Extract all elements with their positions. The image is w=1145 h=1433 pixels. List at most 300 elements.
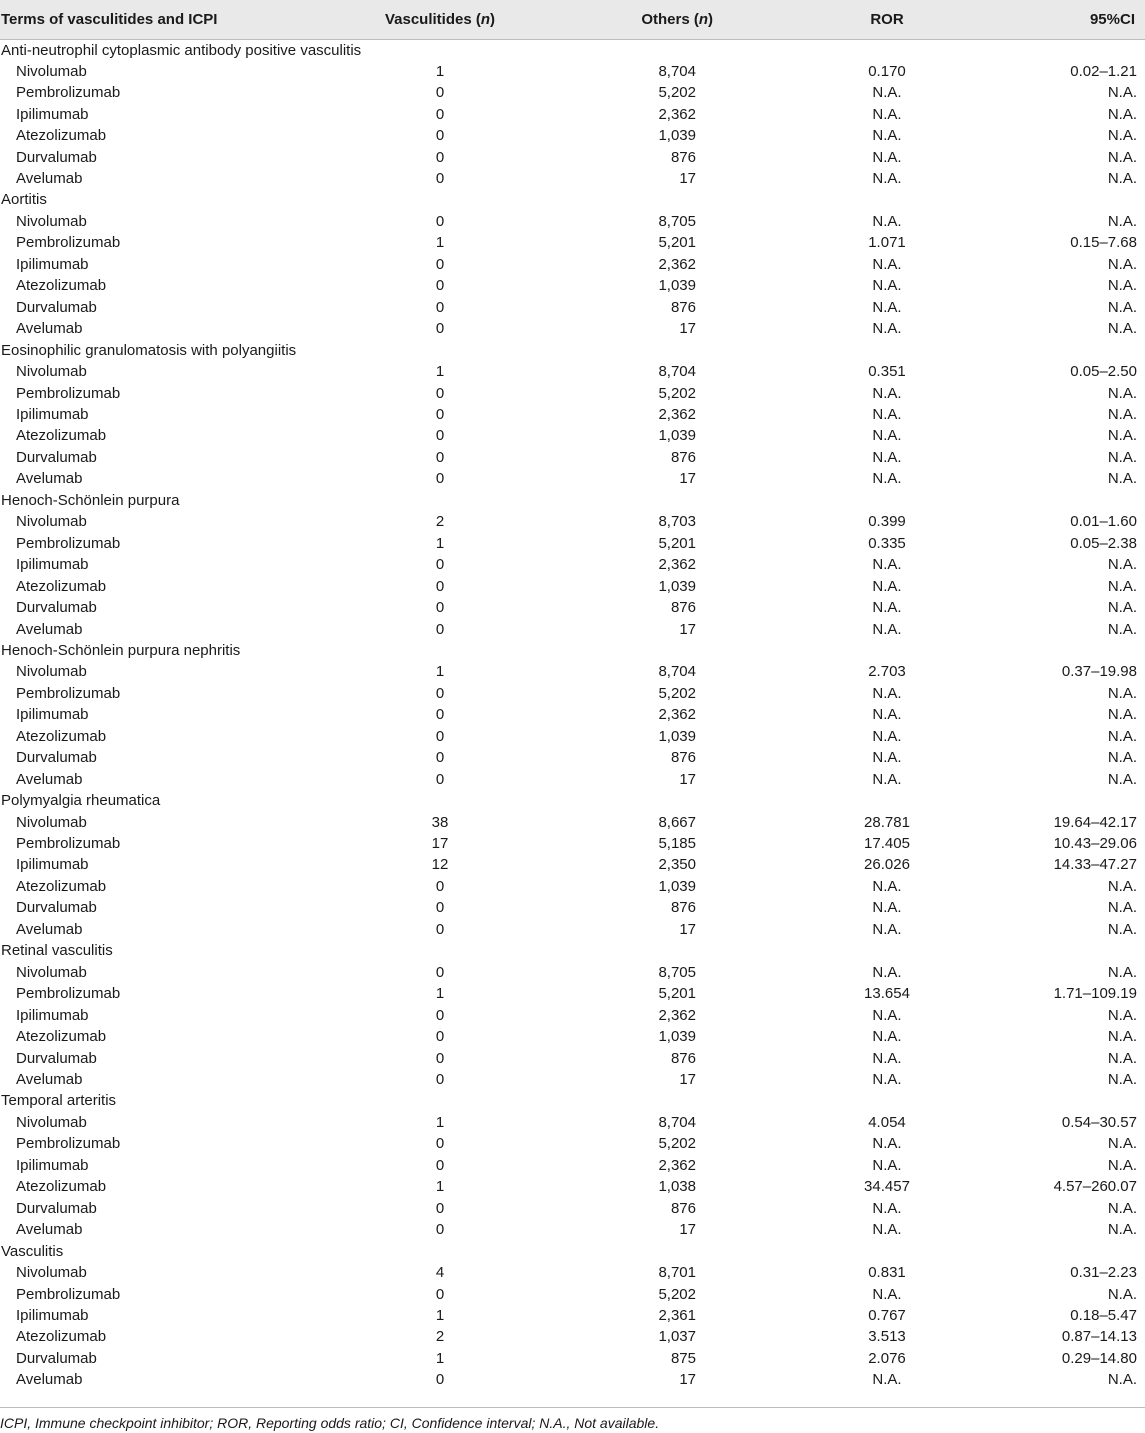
vasculitides-count-cell: 38 <box>431 813 449 831</box>
others-count-cell: 875 <box>670 1349 696 1367</box>
others-count-cell: 5,185 <box>658 835 696 853</box>
table-row <box>0 1047 1145 1068</box>
vasculitides-count-cell: 1 <box>435 534 445 552</box>
vasculitides-count-cell: 0 <box>435 706 445 724</box>
drug-name-cell: Atezolizumab <box>16 277 107 295</box>
ror-cell: 2.703 <box>868 663 906 681</box>
drug-name-cell: Avelumab <box>16 320 83 338</box>
others-count-cell: 2,362 <box>658 255 696 273</box>
ror-cell: 34.457 <box>864 1178 910 1196</box>
table-footnote: ICPI, Immune checkpoint inhibitor; ROR, Reporting odds ratio; CI, Confidence interval; N.A., Not available. <box>0 1415 660 1431</box>
drug-name-cell: Nivolumab <box>16 513 87 531</box>
ror-cell: 2.076 <box>868 1349 906 1367</box>
ror-cell: 0.399 <box>868 513 906 531</box>
vasculitides-count-cell: 0 <box>435 384 445 402</box>
ci-cell: N.A. <box>1107 470 1137 488</box>
group-term-cell: Henoch-Schönlein purpura <box>1 491 180 509</box>
ror-cell: N.A. <box>872 1049 902 1067</box>
drug-name-cell: Durvalumab <box>16 1349 97 1367</box>
drug-name-cell: Durvalumab <box>16 1049 97 1067</box>
ci-cell: N.A. <box>1107 899 1137 917</box>
others-count-cell: 876 <box>670 899 696 917</box>
table-row <box>0 1283 1145 1304</box>
drug-name-cell: Atezolizumab <box>16 1178 107 1196</box>
header-row <box>0 0 1145 39</box>
others-count-cell: 17 <box>679 620 696 638</box>
ci-cell: N.A. <box>1107 148 1137 166</box>
table-row <box>0 361 1145 382</box>
vasculitides-count-cell: 0 <box>435 1006 445 1024</box>
table-row <box>0 468 1145 489</box>
ci-cell: 0.01–1.60 <box>1070 513 1137 531</box>
vasculitides-count-cell: 0 <box>435 963 445 981</box>
ror-cell: 0.335 <box>868 534 906 552</box>
ror-cell: N.A. <box>872 405 902 423</box>
group-term-cell: Eosinophilic granulomatosis with polyangiitis <box>1 341 297 359</box>
table-row <box>0 125 1145 146</box>
ci-cell: N.A. <box>1107 105 1137 123</box>
vasculitides-count-cell: 1 <box>435 985 445 1003</box>
vasculitides-count-cell: 4 <box>435 1264 445 1282</box>
table-row <box>0 1326 1145 1347</box>
vasculitides-count-cell: 2 <box>435 1328 445 1346</box>
ci-cell: 0.87–14.13 <box>1061 1328 1137 1346</box>
vasculitides-count-cell: 0 <box>435 1156 445 1174</box>
drug-name-cell: Pembrolizumab <box>16 84 121 102</box>
others-count-cell: 5,202 <box>658 684 696 702</box>
drug-name-cell: Atezolizumab <box>16 727 107 745</box>
vasculitides-count-cell: 0 <box>435 899 445 917</box>
ci-cell: N.A. <box>1107 277 1137 295</box>
table-row <box>0 1198 1145 1219</box>
drug-name-cell: Pembrolizumab <box>16 1285 121 1303</box>
vasculitides-count-cell: 1 <box>435 1349 445 1367</box>
table-row <box>0 854 1145 875</box>
ror-cell: N.A. <box>872 320 902 338</box>
group-row <box>0 189 1145 210</box>
header-ci: 95%CI <box>1007 0 1145 39</box>
others-count-cell: 8,704 <box>658 663 696 681</box>
ror-cell: N.A. <box>872 127 902 145</box>
vasculitides-count-cell: 0 <box>435 169 445 187</box>
others-count-cell: 2,362 <box>658 1156 696 1174</box>
table-row <box>0 575 1145 596</box>
table-row <box>0 747 1145 768</box>
vasculitides-count-cell: 0 <box>435 84 445 102</box>
others-count-cell: 2,362 <box>658 706 696 724</box>
vasculitides-count-cell: 0 <box>435 1371 445 1389</box>
drug-name-cell: Avelumab <box>16 169 83 187</box>
vasculitides-count-cell: 1 <box>435 1307 445 1324</box>
vasculitides-count-cell: 12 <box>431 856 449 874</box>
vasculitides-count-cell: 0 <box>435 105 445 123</box>
ci-cell: N.A. <box>1107 405 1137 423</box>
group-term-cell: Aortitis <box>1 191 47 209</box>
ror-cell: 0.351 <box>868 363 906 381</box>
ci-cell: N.A. <box>1107 877 1137 895</box>
ror-cell: N.A. <box>872 556 902 574</box>
ci-cell: N.A. <box>1107 684 1137 702</box>
others-count-cell: 8,703 <box>658 513 696 531</box>
ror-cell: 13.654 <box>864 985 910 1003</box>
drug-name-cell: Ipilimumab <box>16 255 89 273</box>
ci-cell: N.A. <box>1107 1285 1137 1303</box>
others-count-cell: 876 <box>670 448 696 466</box>
drug-name-cell: Nivolumab <box>16 963 87 981</box>
vasculitides-count-cell: 0 <box>435 877 445 895</box>
ci-cell: N.A. <box>1107 212 1137 230</box>
vasculitides-count-cell: 0 <box>435 127 445 145</box>
vasculitides-count-cell: 0 <box>435 405 445 423</box>
vasculitides-count-cell: 0 <box>435 727 445 745</box>
table-row <box>0 1176 1145 1197</box>
vasculitides-count-cell: 17 <box>431 835 449 853</box>
vasculitides-count-cell: 0 <box>435 448 445 466</box>
group-row <box>0 39 1145 61</box>
table-row <box>0 919 1145 940</box>
ror-cell: N.A. <box>872 620 902 638</box>
others-count-cell: 1,039 <box>658 877 696 895</box>
ci-cell: N.A. <box>1107 556 1137 574</box>
vasculitides-count-cell: 1 <box>435 234 445 252</box>
ci-cell: N.A. <box>1107 1156 1137 1174</box>
group-row <box>0 339 1145 360</box>
drug-name-cell: Atezolizumab <box>16 577 107 595</box>
ror-cell: N.A. <box>872 277 902 295</box>
ror-cell: N.A. <box>872 899 902 917</box>
others-count-cell: 5,202 <box>658 384 696 402</box>
ror-cell: N.A. <box>872 727 902 745</box>
drug-name-cell: Ipilimumab <box>16 1156 89 1174</box>
others-count-cell: 17 <box>679 1371 696 1389</box>
table-row <box>0 661 1145 682</box>
ror-cell: N.A. <box>872 148 902 166</box>
table-bottom-rule <box>0 1407 1145 1408</box>
drug-name-cell: Nivolumab <box>16 212 87 230</box>
drug-name-cell: Avelumab <box>16 1371 83 1389</box>
ci-cell: N.A. <box>1107 1199 1137 1217</box>
ci-cell: N.A. <box>1107 770 1137 788</box>
ror-cell: 4.054 <box>868 1113 906 1131</box>
others-count-cell: 876 <box>670 1199 696 1217</box>
header-vasculitides: Vasculitides (n) <box>360 0 510 39</box>
ci-cell: N.A. <box>1107 84 1137 102</box>
others-count-cell: 2,361 <box>658 1307 696 1324</box>
table-row <box>0 618 1145 639</box>
others-count-cell: 5,202 <box>658 1135 696 1153</box>
ci-cell: 0.05–2.50 <box>1070 363 1137 381</box>
table-body <box>0 39 1145 1391</box>
ci-cell: N.A. <box>1107 706 1137 724</box>
drug-name-cell: Ipilimumab <box>16 105 89 123</box>
ci-cell: N.A. <box>1107 1028 1137 1046</box>
table-row <box>0 1305 1145 1326</box>
ror-cell: 3.513 <box>868 1328 906 1346</box>
others-count-cell: 8,704 <box>658 62 696 80</box>
ror-cell: N.A. <box>872 1221 902 1239</box>
vasculitides-count-cell: 0 <box>435 470 445 488</box>
others-count-cell: 1,037 <box>658 1328 696 1346</box>
drug-name-cell: Durvalumab <box>16 749 97 767</box>
vasculitides-count-cell: 0 <box>435 577 445 595</box>
others-count-cell: 2,362 <box>658 405 696 423</box>
table-row <box>0 511 1145 532</box>
vasculitides-count-cell: 0 <box>435 684 445 702</box>
ci-cell: N.A. <box>1107 298 1137 316</box>
table-row <box>0 168 1145 189</box>
ci-cell: N.A. <box>1107 577 1137 595</box>
ror-cell: 0.831 <box>868 1264 906 1282</box>
ror-cell: N.A. <box>872 877 902 895</box>
ror-cell: N.A. <box>872 599 902 617</box>
ci-cell: N.A. <box>1107 599 1137 617</box>
vasculitides-count-cell: 0 <box>435 770 445 788</box>
ror-cell: N.A. <box>872 963 902 981</box>
vasculitides-count-cell: 1 <box>435 62 445 80</box>
ci-cell: 4.57–260.07 <box>1053 1178 1137 1196</box>
table-row <box>0 597 1145 618</box>
group-term-cell: Anti-neutrophil cytoplasmic antibody positive vasculitis <box>1 41 362 59</box>
table-row <box>0 296 1145 317</box>
others-count-cell: 876 <box>670 1049 696 1067</box>
ci-cell: 0.31–2.23 <box>1070 1264 1137 1282</box>
others-count-cell: 1,039 <box>658 577 696 595</box>
drug-name-cell: Atezolizumab <box>16 127 107 145</box>
ror-cell: N.A. <box>872 298 902 316</box>
ror-cell: N.A. <box>872 1071 902 1089</box>
ror-cell: 1.071 <box>868 234 906 252</box>
vasculitides-count-cell: 0 <box>435 599 445 617</box>
drug-name-cell: Avelumab <box>16 620 83 638</box>
table-row <box>0 1219 1145 1240</box>
ci-cell: 0.02–1.21 <box>1070 62 1137 80</box>
drug-name-cell: Ipilimumab <box>16 706 89 724</box>
others-count-cell: 17 <box>679 770 696 788</box>
others-count-cell: 5,201 <box>658 985 696 1003</box>
table-row <box>0 983 1145 1004</box>
others-count-cell: 17 <box>679 470 696 488</box>
drug-name-cell: Ipilimumab <box>16 856 89 874</box>
others-count-cell: 17 <box>679 920 696 938</box>
ror-cell: N.A. <box>872 169 902 187</box>
vasculitides-count-cell: 0 <box>435 920 445 938</box>
drug-name-cell: Durvalumab <box>16 298 97 316</box>
table-row <box>0 318 1145 339</box>
ci-cell: N.A. <box>1107 127 1137 145</box>
others-count-cell: 2,362 <box>658 1006 696 1024</box>
drug-name-cell: Atezolizumab <box>16 1028 107 1046</box>
table-row <box>0 683 1145 704</box>
table-row <box>0 254 1145 275</box>
drug-name-cell: Ipilimumab <box>16 405 89 423</box>
ror-cell: N.A. <box>872 770 902 788</box>
others-count-cell: 2,362 <box>658 556 696 574</box>
group-row <box>0 640 1145 661</box>
table-row <box>0 876 1145 897</box>
table-row <box>0 554 1145 575</box>
vasculitides-count-cell: 0 <box>435 255 445 273</box>
table-header <box>0 0 1145 39</box>
others-count-cell: 876 <box>670 749 696 767</box>
drug-name-cell: Pembrolizumab <box>16 384 121 402</box>
ror-cell: N.A. <box>872 255 902 273</box>
group-term-cell: Temporal arteritis <box>1 1092 117 1110</box>
ror-cell: N.A. <box>872 684 902 702</box>
drug-name-cell: Nivolumab <box>16 363 87 381</box>
ci-cell: N.A. <box>1107 727 1137 745</box>
ci-cell: N.A. <box>1107 320 1137 338</box>
ci-cell: N.A. <box>1107 1006 1137 1024</box>
ror-cell: N.A. <box>872 84 902 102</box>
ror-cell: 0.767 <box>868 1307 906 1324</box>
vasculitides-count-cell: 0 <box>435 277 445 295</box>
ror-cell: N.A. <box>872 1006 902 1024</box>
ror-cell: N.A. <box>872 706 902 724</box>
vasculitides-count-cell: 1 <box>435 1178 445 1196</box>
table-row <box>0 726 1145 747</box>
drug-name-cell: Pembrolizumab <box>16 234 121 252</box>
ror-cell: N.A. <box>872 448 902 466</box>
vasculitides-count-cell: 1 <box>435 363 445 381</box>
table-row <box>0 82 1145 103</box>
drug-name-cell: Nivolumab <box>16 813 87 831</box>
drug-name-cell: Avelumab <box>16 920 83 938</box>
table-row <box>0 704 1145 725</box>
table-row <box>0 232 1145 253</box>
drug-name-cell: Atezolizumab <box>16 877 107 895</box>
others-count-cell: 5,201 <box>658 534 696 552</box>
vasculitides-count-cell: 0 <box>435 556 445 574</box>
others-count-cell: 1,039 <box>658 727 696 745</box>
others-count-cell: 2,350 <box>658 856 696 874</box>
table-row <box>0 811 1145 832</box>
table-row <box>0 1004 1145 1025</box>
ror-cell: N.A. <box>872 384 902 402</box>
ci-cell: N.A. <box>1107 255 1137 273</box>
group-term-cell: Retinal vasculitis <box>1 942 113 960</box>
drug-name-cell: Durvalumab <box>16 448 97 466</box>
others-count-cell: 876 <box>670 599 696 617</box>
table-row <box>0 425 1145 446</box>
vasculitides-count-cell: 0 <box>435 1221 445 1239</box>
ror-cell: N.A. <box>872 1199 902 1217</box>
others-count-cell: 1,038 <box>658 1178 696 1196</box>
ci-cell: N.A. <box>1107 1371 1137 1389</box>
ci-cell: 0.37–19.98 <box>1061 663 1137 681</box>
others-count-cell: 8,667 <box>658 813 696 831</box>
ci-cell: N.A. <box>1107 427 1137 445</box>
drug-name-cell: Nivolumab <box>16 1113 87 1131</box>
ci-cell: N.A. <box>1107 963 1137 981</box>
ci-cell: N.A. <box>1107 1071 1137 1089</box>
table-row <box>0 404 1145 425</box>
group-term-cell: Henoch-Schönlein purpura nephritis <box>1 641 241 659</box>
vasculitides-count-cell: 0 <box>435 1285 445 1303</box>
others-count-cell: 5,201 <box>658 234 696 252</box>
drug-name-cell: Pembrolizumab <box>16 534 121 552</box>
drug-name-cell: Pembrolizumab <box>16 835 121 853</box>
ror-cell: N.A. <box>872 1371 902 1389</box>
vasculitides-count-cell: 0 <box>435 427 445 445</box>
vasculitides-count-cell: 0 <box>435 1135 445 1153</box>
ror-cell: N.A. <box>872 1156 902 1174</box>
table-row <box>0 275 1145 296</box>
vasculitides-count-cell: 0 <box>435 1199 445 1217</box>
drug-name-cell: Ipilimumab <box>16 1006 89 1024</box>
table-row <box>0 1348 1145 1369</box>
table-row <box>0 1069 1145 1090</box>
ci-cell: N.A. <box>1107 620 1137 638</box>
ci-cell: 0.29–14.80 <box>1061 1349 1137 1367</box>
drug-name-cell: Durvalumab <box>16 599 97 617</box>
ci-cell: N.A. <box>1107 169 1137 187</box>
table-row <box>0 1369 1145 1390</box>
group-row <box>0 1090 1145 1111</box>
table-row <box>0 1133 1145 1154</box>
drug-name-cell: Nivolumab <box>16 663 87 681</box>
ror-cell: 28.781 <box>864 813 910 831</box>
group-row <box>0 490 1145 511</box>
drug-name-cell: Atezolizumab <box>16 1328 107 1346</box>
table-row <box>0 1026 1145 1047</box>
vasculitides-count-cell: 1 <box>435 1113 445 1131</box>
drug-name-cell: Pembrolizumab <box>16 1135 121 1153</box>
table-row <box>0 1155 1145 1176</box>
ci-cell: N.A. <box>1107 384 1137 402</box>
vasculitides-count-cell: 0 <box>435 298 445 316</box>
drug-name-cell: Durvalumab <box>16 1199 97 1217</box>
drug-name-cell: Nivolumab <box>16 1264 87 1282</box>
table-row <box>0 1112 1145 1133</box>
drug-name-cell: Avelumab <box>16 470 83 488</box>
ci-cell: N.A. <box>1107 448 1137 466</box>
vasculitides-count-cell: 1 <box>435 663 445 681</box>
table-row <box>0 962 1145 983</box>
drug-name-cell: Durvalumab <box>16 899 97 917</box>
group-row <box>0 790 1145 811</box>
others-count-cell: 1,039 <box>658 427 696 445</box>
table-row <box>0 103 1145 124</box>
ci-cell: 0.15–7.68 <box>1070 234 1137 252</box>
drug-name-cell: Atezolizumab <box>16 427 107 445</box>
table-row <box>0 897 1145 918</box>
group-row <box>0 940 1145 961</box>
vasculitides-count-cell: 0 <box>435 1071 445 1089</box>
vasculitides-count-cell: 0 <box>435 212 445 230</box>
others-count-cell: 17 <box>679 169 696 187</box>
vasculitides-count-cell: 0 <box>435 320 445 338</box>
ci-cell: 14.33–47.27 <box>1053 856 1137 874</box>
drug-name-cell: Nivolumab <box>16 62 87 80</box>
ci-cell: 10.43–29.06 <box>1053 835 1137 853</box>
table-row <box>0 382 1145 403</box>
header-terms: Terms of vasculitides and ICPI <box>0 0 360 39</box>
vasculitides-count-cell: 0 <box>435 1028 445 1046</box>
table-row <box>0 61 1145 82</box>
group-term-cell: Vasculitis <box>1 1242 64 1260</box>
ror-cell: N.A. <box>872 577 902 595</box>
drug-name-cell: Pembrolizumab <box>16 684 121 702</box>
ror-cell: N.A. <box>872 920 902 938</box>
drug-name-cell: Avelumab <box>16 1071 83 1089</box>
table-row <box>0 532 1145 553</box>
ror-cell: N.A. <box>872 105 902 123</box>
ror-cell: N.A. <box>872 1285 902 1303</box>
others-count-cell: 8,705 <box>658 963 696 981</box>
ci-cell: N.A. <box>1107 749 1137 767</box>
others-count-cell: 1,039 <box>658 127 696 145</box>
ci-cell: 19.64–42.17 <box>1053 813 1137 831</box>
